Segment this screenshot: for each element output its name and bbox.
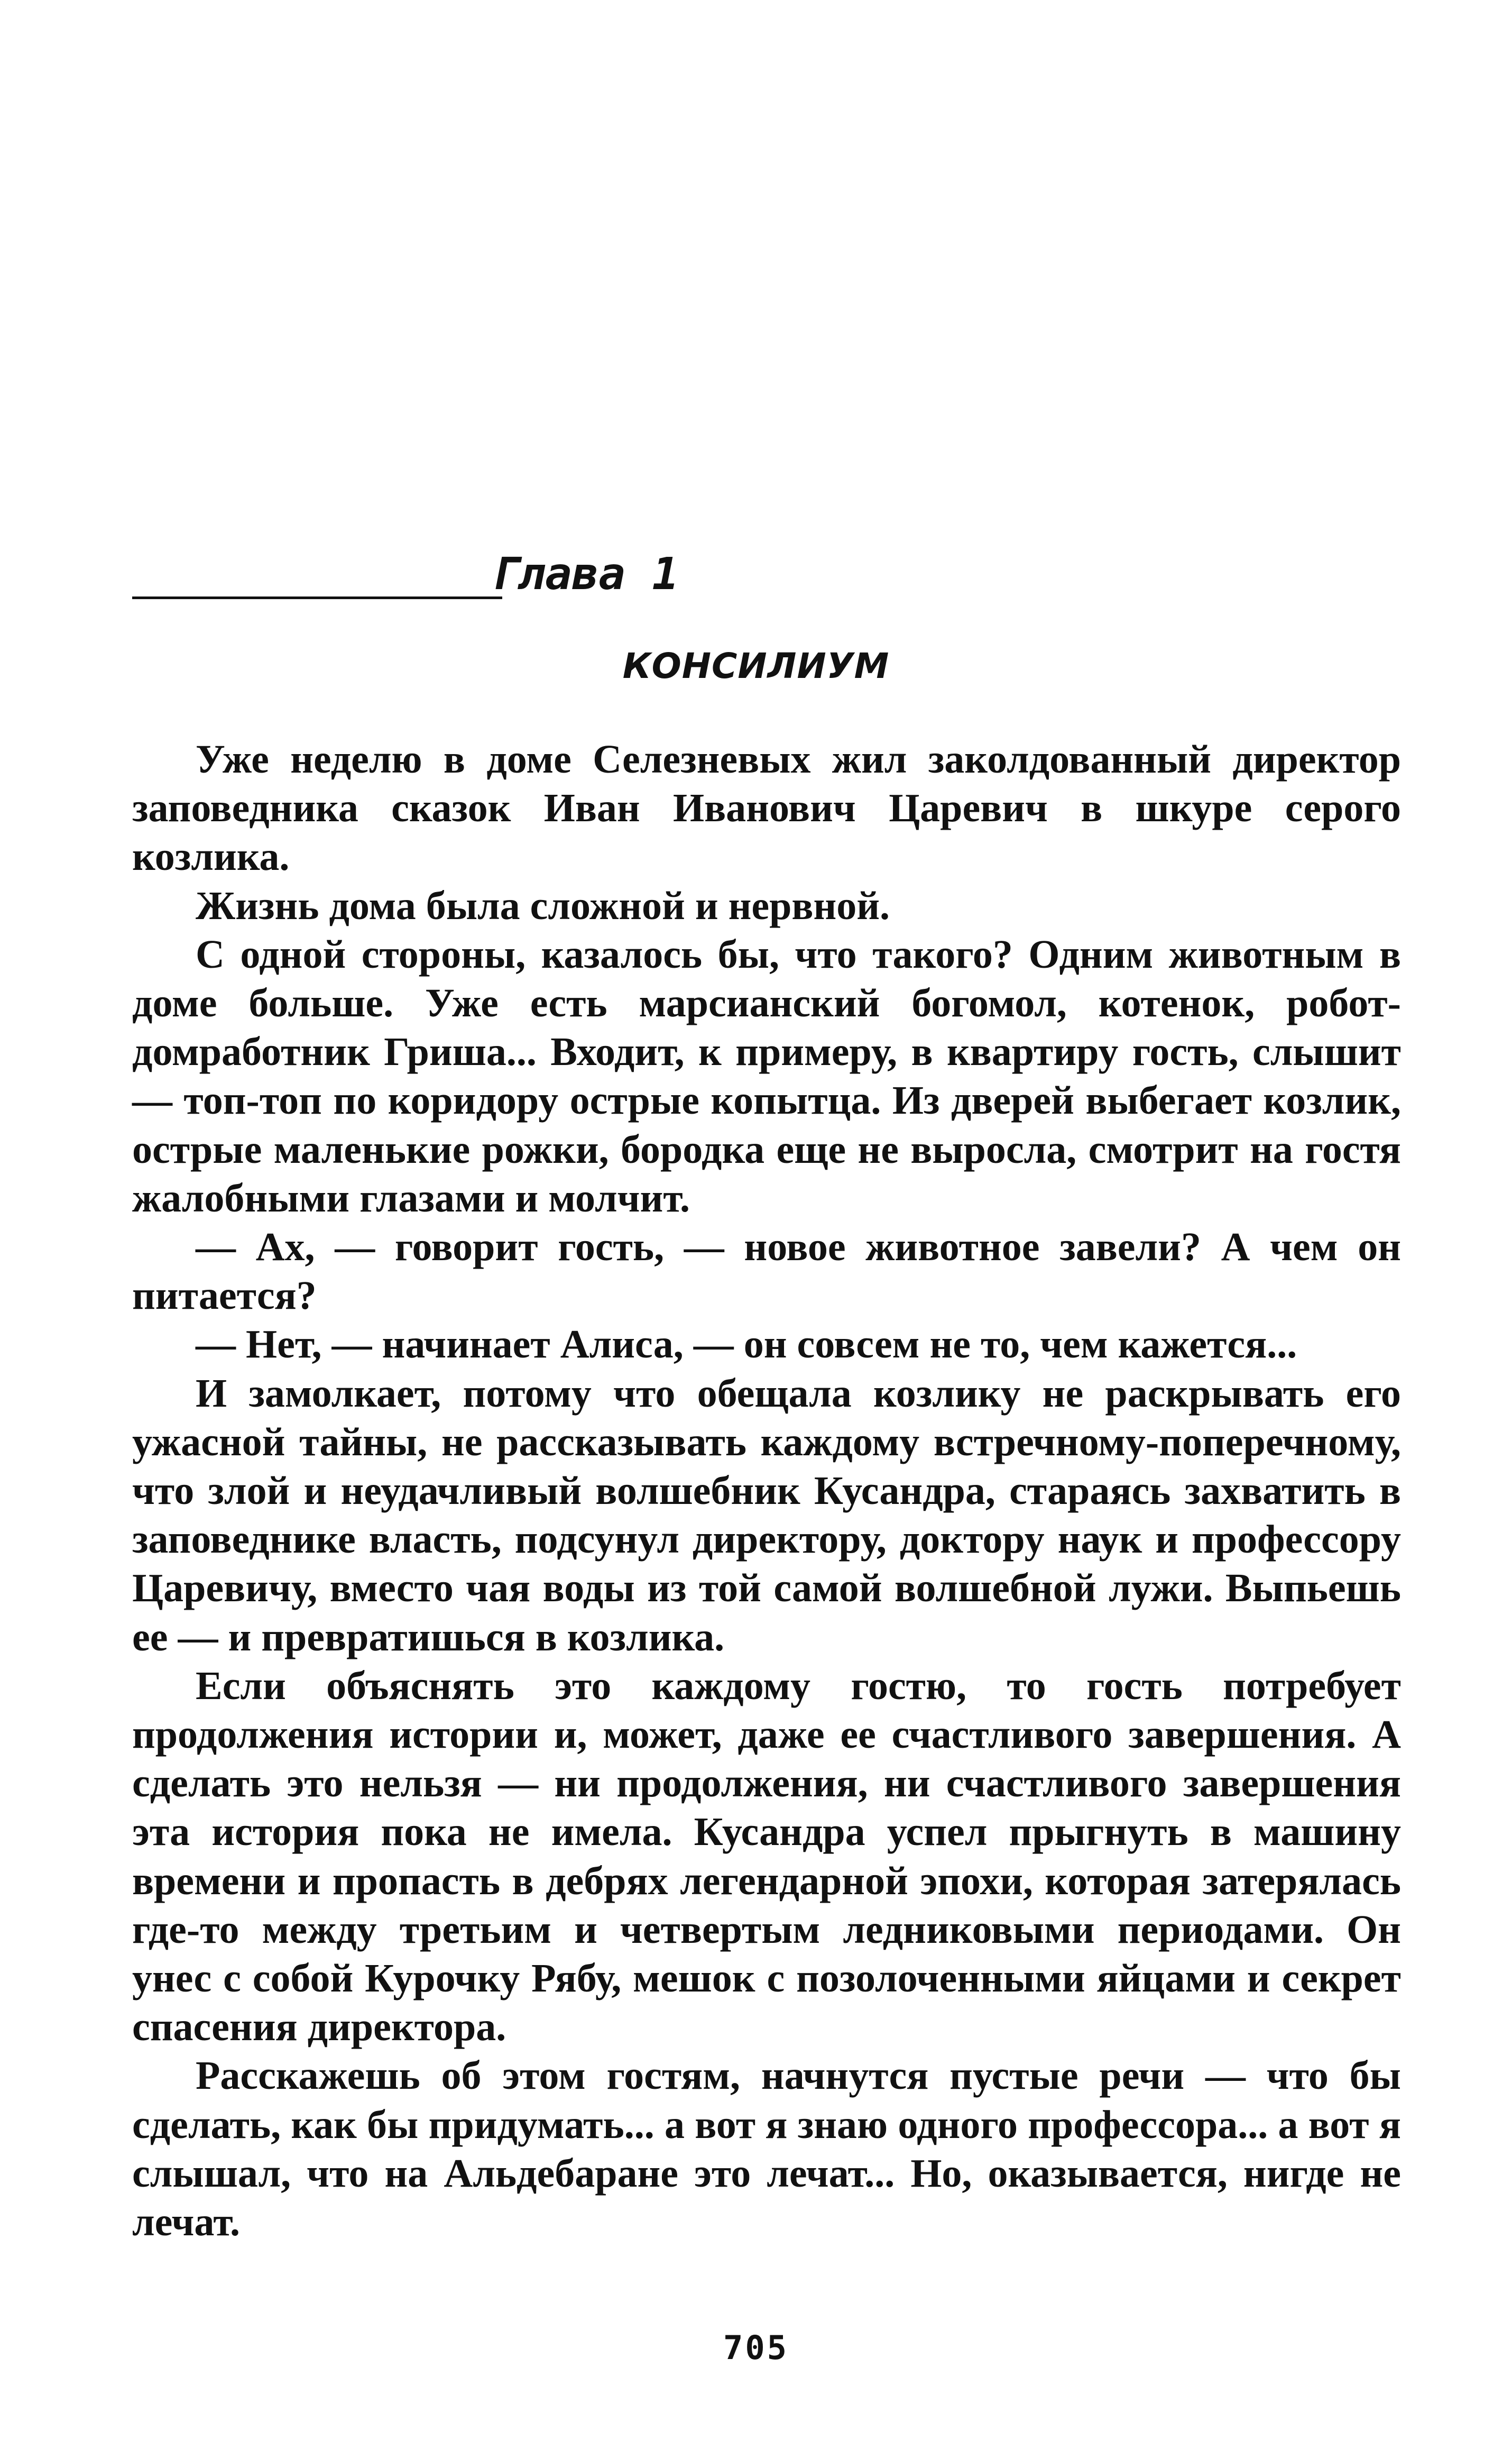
text-body — [132, 735, 1401, 2246]
paragraph: Если объяснять это каждому гостю, то гость потребует продолжения истории и, может, даже ее счастливого завершения. А сделать это нельзя — ни продолжения, ни счастливого завершения эта история пока не имела. Кусандра успел прыгнуть в машину времени и пропасть в дебрях легендарной эпохи, которая затерялась где-то между третьим и четвертым ледниковыми периодами. Он унес с собой Курочку Рябу, мешок с позолоченными яйцами и секрет спасения директора. — [132, 1663, 1401, 2050]
chapter-rule-line — [132, 597, 502, 599]
chapter-subtitle: КОНСИЛИУМ — [622, 646, 890, 686]
paragraph: С одной стороны, казалось бы, что такого? Одним животным в доме больше. Уже есть марсианский богомол, котенок, робот-домработник Гриша... Входит, к примеру, в квартиру гость, слышит — топ-топ по коридору острые копытца. Из дверей выбегает козлик, острые маленькие рожки, бородка еще не выросла, смотрит на гостя жалобными глазами и молчит. — [132, 932, 1401, 1220]
paragraph: — Ах, — говорит гость, — новое животное завели? А чем он питается? — [132, 1225, 1401, 1318]
paragraph: И замолкает, потому что обещала козлику не раскрывать его ужасной тайны, не рассказывать каждому встречному-поперечному, что злой и неудачливый волшебник Кусандра, стараясь захватить в заповеднике власть, подсунул директору, доктору наук и профессору Царевичу, вместо чая воды из той самой волшебной лужи. Выпьешь ее — и превратишься в козлика. — [132, 1371, 1401, 1659]
paragraph: Жизнь дома была сложной и нервной. — [196, 883, 890, 928]
chapter-title: Глава 1 — [492, 548, 679, 600]
paragraph: Уже неделю в доме Селезневых жил заколдованный директор заповедника сказок Иван Иванович Царевич в шкуре серого козлика. — [132, 737, 1401, 879]
paragraph: — Нет, — начинает Алиса, — он совсем не то, чем кажется... — [196, 1322, 1297, 1367]
page-number: 705 — [723, 2328, 789, 2367]
chapter-heading — [132, 545, 767, 608]
paragraph: Расскажешь об этом гостям, начнутся пустые речи — что бы сделать, как бы придумать... а вот я знаю одного профессора... а вот я слышал, что на Альдебаране это лечат... Но, оказывается, нигде не лечат. — [132, 2053, 1401, 2245]
